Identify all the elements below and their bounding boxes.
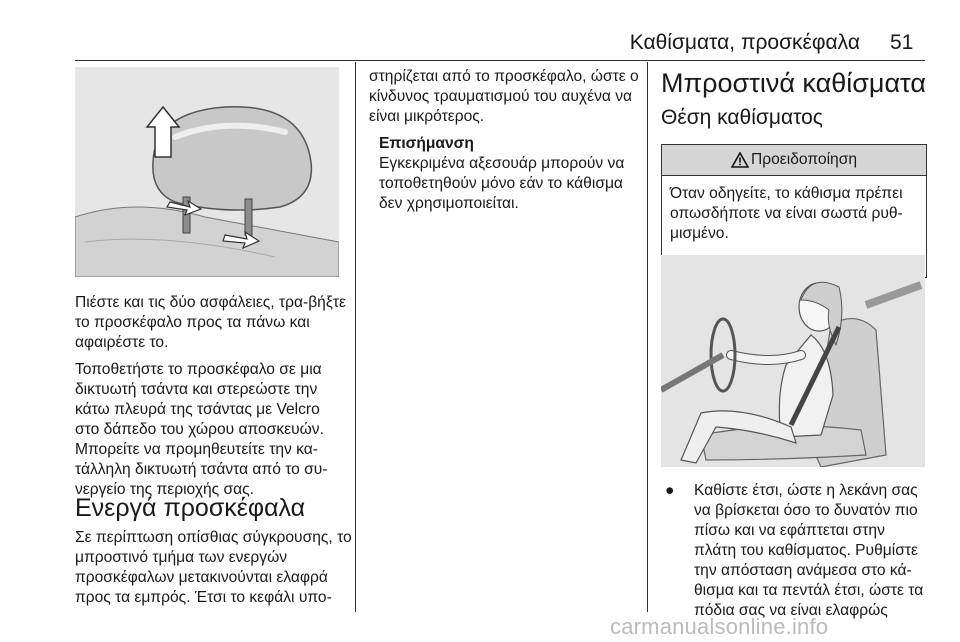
note-text: Εγκεκριμένα αξεσουάρ μπορούν να τοποθετηθούν μόνο εάν το κάθισμα δεν χρησιμοποιείται.	[379, 155, 625, 212]
column-divider-2	[647, 62, 648, 612]
watermark: carmanualsonline.info	[610, 614, 829, 639]
warning-triangle-icon	[731, 152, 749, 168]
page-header-title: Καθίσματα, προσκέφαλα	[629, 31, 860, 54]
warning-text: Όταν οδηγείτε, το κάθισμα πρέπει οπωσδήποτε να είναι σωστά ρυθ-μισμένο.	[670, 185, 903, 242]
bullet-list-item	[665, 481, 927, 621]
page-number: 51	[890, 31, 914, 54]
section-title-front-seats: Μπροστινά καθίσματα	[661, 68, 926, 98]
column-1-bottom-text	[75, 528, 353, 615]
bullet-dot-icon: ●	[665, 482, 675, 499]
paragraph: στηρίζεται από το προσκέφαλο, ώστε ο κίνδυνος τραυματισμού του αυχένα να είναι μικρότερος.	[369, 68, 639, 125]
seated-driver-figure	[661, 255, 925, 467]
column-divider-1	[355, 62, 356, 612]
paragraph: Τοποθετήστε το προσκέφαλο σε μια δικτυωτή τσάντα και στερεώστε την κάτω πλευρά της τσάντας με Velcro στο δάπεδο του χώρου αποσκευών.	[75, 361, 324, 438]
header-rule	[75, 60, 925, 61]
seated-driver-illustration-icon	[661, 255, 925, 467]
paragraph: Μπορείτε να προμηθευτείτε την κα-τάλληλη δικτυωτή τσάντα από το συ-νεργείο της περιοχής σας.	[75, 441, 328, 498]
column-2-text	[369, 67, 641, 214]
headrest-removal-figure	[75, 67, 339, 277]
paragraph: Πιέστε και τις δύο ασφάλειες, τρα-βήξτε το προσκέφαλο προς τα πάνω και αφαιρέστε το.	[75, 294, 346, 351]
subsection-title-seat-position: Θέση καθίσματος	[661, 106, 823, 129]
column-1-text	[75, 293, 347, 507]
section-title-active-headrests: Ενεργά προσκέφαλα	[75, 494, 306, 522]
note-label: Επισήμανση	[379, 135, 474, 152]
note-block	[379, 134, 641, 214]
bullet-text: Καθίστε έτσι, ώστε η λεκάνη σας να βρίσκεται όσο το δυνατόν πιο πίσω και να εφάπτεται στην πλάτη του καθίσματος. Ρυθμίστε την απόσταση ανάμεσα στο κά-θισμα και τα πεντάλ έτσι, ώστε τα πόδια σας να είναι ελαφρώς	[694, 482, 924, 619]
warning-title: Προειδοποίηση	[751, 151, 857, 168]
headrest-removal-illustration-icon	[75, 67, 339, 277]
paragraph: Σε περίπτωση οπίσθιας σύγκρουσης, το μπροστινό τμήμα των ενεργών προσκέφαλων μετακινούνται ελαφρά προς τα εμπρός. Έτσι το κεφάλι υπο-	[75, 529, 352, 606]
warning-header	[662, 145, 926, 176]
